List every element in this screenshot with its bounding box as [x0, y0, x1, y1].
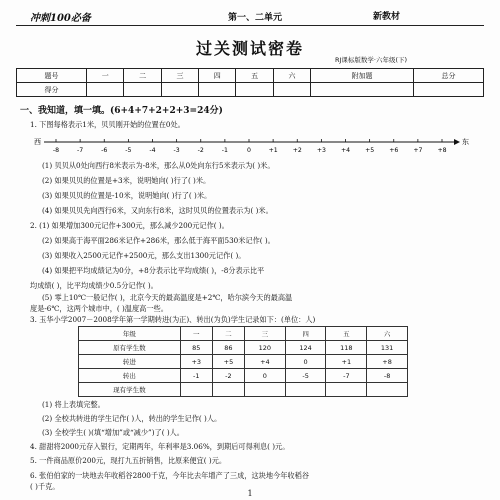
tick-group — [53, 139, 447, 154]
score-table — [16, 68, 484, 97]
page-title: 过关测试密卷 — [195, 39, 304, 58]
q2-item-5-cont: 度是-6℃，这两个城市中，( )温度高一些。 — [30, 304, 168, 313]
q2-item-3: (3) 如果收入2500元记作+2500元，那么支出1300元记作( )。 — [42, 251, 246, 260]
tick-label: 0 — [247, 147, 251, 154]
table-cell: 转进 — [79, 355, 181, 369]
score-cell: 三 — [161, 69, 198, 83]
table-cell: 转出 — [79, 369, 181, 383]
score-cell: 六 — [273, 69, 310, 83]
tick-label: +4 — [340, 147, 351, 154]
q3-item-1: (1) 将上表填完整。 — [42, 400, 105, 409]
question-6: 6. 张伯伯家的一块地去年收稻谷2800千克，今年比去年增产了三成，这块地今年收稻谷 — [30, 471, 310, 480]
score-cell: 附加题 — [311, 69, 414, 83]
table-header-cell: 六 — [367, 327, 408, 341]
table-header-cell: 五 — [326, 327, 367, 341]
table-cell: +1 — [326, 355, 367, 369]
q1-item-4: (4) 如果贝贝先向西行6米，又向东行8米，这时贝贝的位置表示为( )米。 — [42, 206, 273, 215]
q3-item-2: (2) 全校共转进的学生记作( )人，转出的学生记作( )人。 — [42, 414, 222, 423]
table-cell: 原有学生数 — [79, 341, 181, 355]
score-cell: 一 — [87, 69, 124, 83]
question-5: 5. 一件商品原价200元，现打九五折销售，比原来便宜( )元。 — [30, 456, 227, 465]
table-header-cell: 四 — [285, 327, 326, 341]
table-cell: +8 — [367, 355, 408, 369]
table-cell: -7 — [326, 369, 367, 383]
table-cell: 124 — [285, 341, 326, 355]
student-table — [78, 326, 408, 397]
tick-label: -4 — [149, 147, 156, 154]
table-cell: +3 — [180, 355, 212, 369]
table-header-cell: 三 — [245, 327, 286, 341]
question-4: 4. 甜甜将2000元存入银行，定期两年，年利率是3.06%，到期后可得利息( )元。 — [30, 442, 290, 451]
table-cell: -8 — [367, 369, 408, 383]
table-cell: -5 — [285, 369, 326, 383]
table-blank-cell[interactable] — [367, 383, 408, 397]
tick-label: +5 — [365, 147, 375, 154]
table-cell: 118 — [326, 341, 367, 355]
score-cell: 四 — [199, 69, 236, 83]
west-label: 西 — [34, 138, 41, 146]
tick-label: -5 — [125, 147, 132, 154]
q2-item-2: (2) 如果高于海平面286米记作+286米，那么低于海平面530米记作( )。 — [42, 236, 275, 245]
score-blank[interactable] — [311, 83, 414, 97]
unit-label: 第一、二单元 — [228, 13, 283, 23]
table-header-cell: 二 — [212, 327, 244, 341]
tick-label: -8 — [52, 147, 60, 154]
table-cell: 131 — [367, 341, 408, 355]
question-1: 1. 下图每格表示1米，贝贝刚开始的位置在0处。 — [30, 120, 185, 129]
tick-label: +2 — [292, 147, 302, 154]
score-blank[interactable] — [413, 83, 483, 97]
header-bar — [16, 6, 484, 26]
tick-label: +3 — [316, 147, 326, 154]
score-blank[interactable] — [87, 83, 124, 97]
q2-item-1: 2. (1) 如果增加300元记作+300元，那么减少200元记作( )。 — [30, 221, 229, 230]
table-blank-cell[interactable] — [285, 383, 326, 397]
q1-item-1: (1) 贝贝从0处向西行8米表示为-8米，那么从0处向东行5米表示为( )米。 — [42, 161, 275, 170]
score-blank[interactable] — [236, 83, 273, 97]
tick-label: +8 — [437, 147, 447, 154]
table-row — [79, 341, 408, 355]
tick-label: -7 — [77, 147, 84, 154]
tick-label: -2 — [197, 147, 204, 154]
table-cell: 0 — [285, 355, 326, 369]
table-row — [79, 383, 408, 397]
score-row-label: 得分 — [17, 83, 87, 97]
edition-label: 新教材 — [373, 12, 401, 22]
table-blank-cell[interactable] — [245, 383, 286, 397]
question-3: 3. 玉华小学2007－2008学年第一学期转进(为正)、转出(为负)学生记录如下：(单位：人) — [30, 315, 316, 324]
q2-item-5: (5) 零上10℃一般记作( )，北京今天的最高温度是+2℃，哈尔滨今天的最高温 — [42, 293, 293, 302]
page-number: 1 — [247, 489, 253, 498]
table-cell: -2 — [212, 369, 244, 383]
table-blank-cell[interactable] — [326, 383, 367, 397]
east-label: 东 — [462, 138, 469, 146]
q1-item-3: (3) 如果贝贝的位置是-10米，说明她向( )行了( )米。 — [42, 191, 212, 200]
score-blank[interactable] — [199, 83, 236, 97]
score-cell: 题号 — [17, 69, 87, 83]
arrow-icon — [454, 139, 460, 145]
tick-label: +1 — [268, 147, 278, 154]
table-header-cell: 一 — [180, 327, 212, 341]
number-line — [34, 136, 474, 158]
student-table-header — [79, 327, 408, 341]
score-cell: 五 — [236, 69, 273, 83]
tick-label: +7 — [413, 147, 423, 154]
score-cell: 二 — [124, 69, 161, 83]
table-cell: +5 — [212, 355, 244, 369]
table-cell: +4 — [245, 355, 286, 369]
tick-label: +6 — [389, 147, 399, 154]
section-heading: 一、我知道，填一填。(6+4+7+2+2+3=24分) — [20, 106, 223, 116]
page-subtitle: RJ课标版数学·六年级(下) — [335, 56, 408, 64]
table-cell: 120 — [245, 341, 286, 355]
table-header-cell: 年级 — [79, 327, 181, 341]
q2-item-4: (4) 如果把平均成绩记为0分，+8分表示比平均成绩( )，-8分表示比平 — [42, 266, 265, 275]
question-6-cont: ( )千克。 — [30, 482, 60, 491]
score-blank[interactable] — [161, 83, 198, 97]
table-blank-cell[interactable] — [212, 383, 244, 397]
score-table-score-row — [17, 83, 484, 97]
table-cell: 86 — [212, 341, 244, 355]
score-table-header-row — [17, 69, 484, 83]
brand-label: 冲刺100必备 — [30, 13, 91, 24]
table-row — [79, 355, 408, 369]
score-cell: 总分 — [413, 69, 483, 83]
table-cell: 现有学生数 — [79, 383, 181, 397]
tick-label: -1 — [221, 147, 228, 154]
table-cell: 0 — [245, 369, 286, 383]
score-blank[interactable] — [124, 83, 161, 97]
tick-label: -6 — [101, 147, 108, 154]
score-blank[interactable] — [273, 83, 310, 97]
table-cell: -1 — [180, 369, 212, 383]
q2-item-4-cont: 均成绩( )，比平均成绩少0.5分记作( )。 — [30, 281, 158, 290]
q1-item-2: (2) 如果贝贝的位置是+3米，说明她向( )行了( )米。 — [42, 176, 211, 185]
table-row — [79, 369, 408, 383]
q3-item-3: (3) 全校学生( )(填“增加”或“减少”)了( )人。 — [42, 428, 184, 437]
tick-label: -3 — [173, 147, 180, 154]
table-cell: 85 — [180, 341, 212, 355]
table-blank-cell[interactable] — [180, 383, 212, 397]
